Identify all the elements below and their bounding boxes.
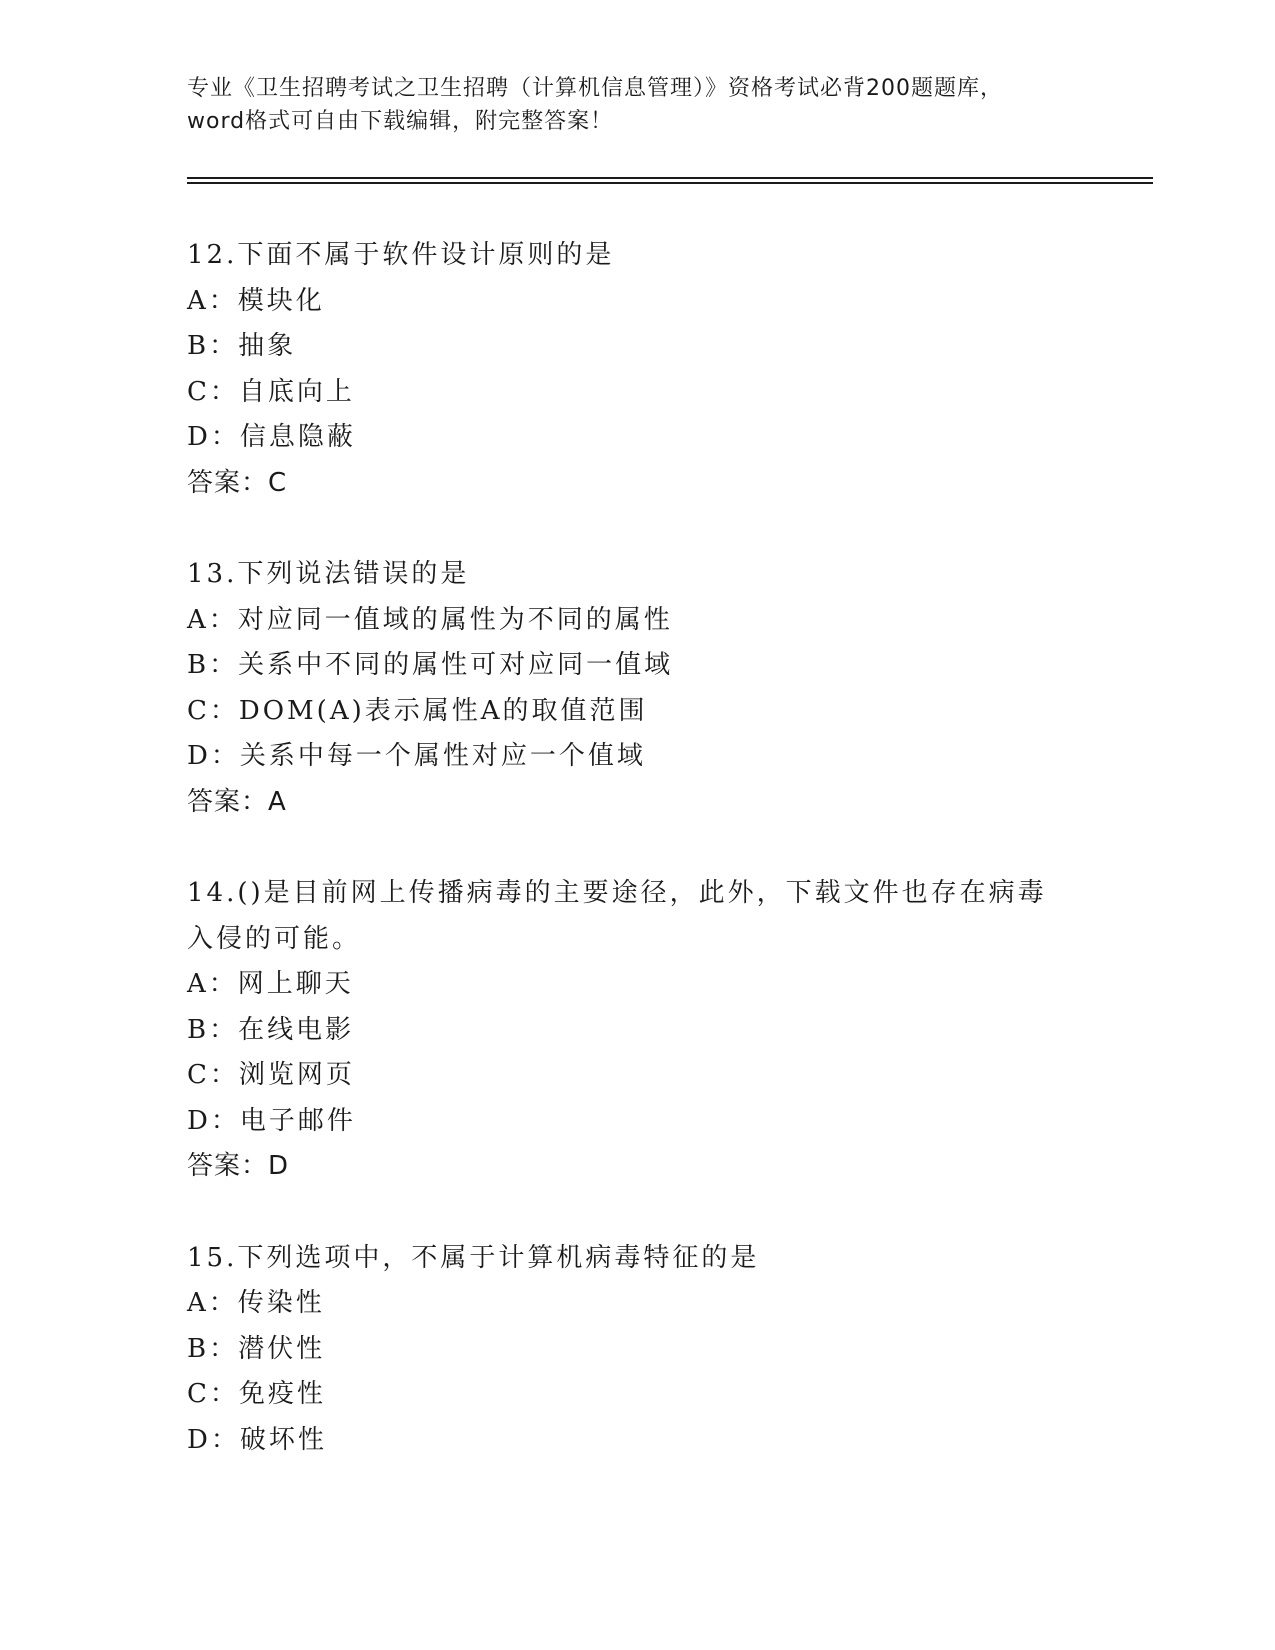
option-c: C：浏览网页 xyxy=(187,1060,355,1090)
option-c: C：免疫性 xyxy=(187,1379,326,1409)
option-a: A：对应同一值域的属性为不同的属性 xyxy=(187,604,673,635)
answer: 答案：D xyxy=(187,1151,290,1181)
option-b: B：潜伏性 xyxy=(187,1333,326,1364)
option-d: D：破坏性 xyxy=(187,1424,327,1455)
header-line-1: 专业《卫生招聘考试之卫生招聘（计算机信息管理）》资格考试必背200题题库， xyxy=(187,76,1003,101)
option-b: B：抽象 xyxy=(187,331,297,361)
question-13 xyxy=(187,552,1087,825)
option-a: A：传染性 xyxy=(187,1288,325,1318)
header-line-2: word格式可自由下载编辑，附完整答案！ xyxy=(187,109,614,134)
document-header xyxy=(187,72,1087,138)
question-stem: 12.下面不属于软件设计原则的是 xyxy=(187,240,615,270)
option-c: C：DOM(A)表示属性A的取值范围 xyxy=(187,695,648,726)
question-12 xyxy=(187,233,1087,506)
answer: 答案：C xyxy=(187,467,288,498)
header-divider-bottom xyxy=(187,182,1153,184)
option-d: D：关系中每一个属性对应一个值域 xyxy=(187,741,646,771)
option-b: B：在线电影 xyxy=(187,1014,355,1045)
option-a: A：网上聊天 xyxy=(187,969,354,999)
question-stem: 13.下列说法错误的是 xyxy=(187,559,470,589)
option-c: C：自底向上 xyxy=(187,376,355,407)
option-d: D：信息隐蔽 xyxy=(187,422,356,452)
question-15 xyxy=(187,1236,1087,1464)
question-stem: 15.下列选项中，不属于计算机病毒特征的是 xyxy=(187,1242,760,1273)
answer: 答案：A xyxy=(187,786,287,817)
header-divider-top xyxy=(187,177,1153,179)
question-stem: 14.()是目前网上传播病毒的主要途径，此外，下载文件也存在病毒入侵的可能。 xyxy=(187,878,1047,954)
question-list xyxy=(187,233,1087,1509)
option-b: B：关系中不同的属性可对应同一值域 xyxy=(187,650,674,680)
option-d: D：电子邮件 xyxy=(187,1105,356,1136)
option-a: A：模块化 xyxy=(187,285,325,316)
question-14 xyxy=(187,871,1087,1190)
